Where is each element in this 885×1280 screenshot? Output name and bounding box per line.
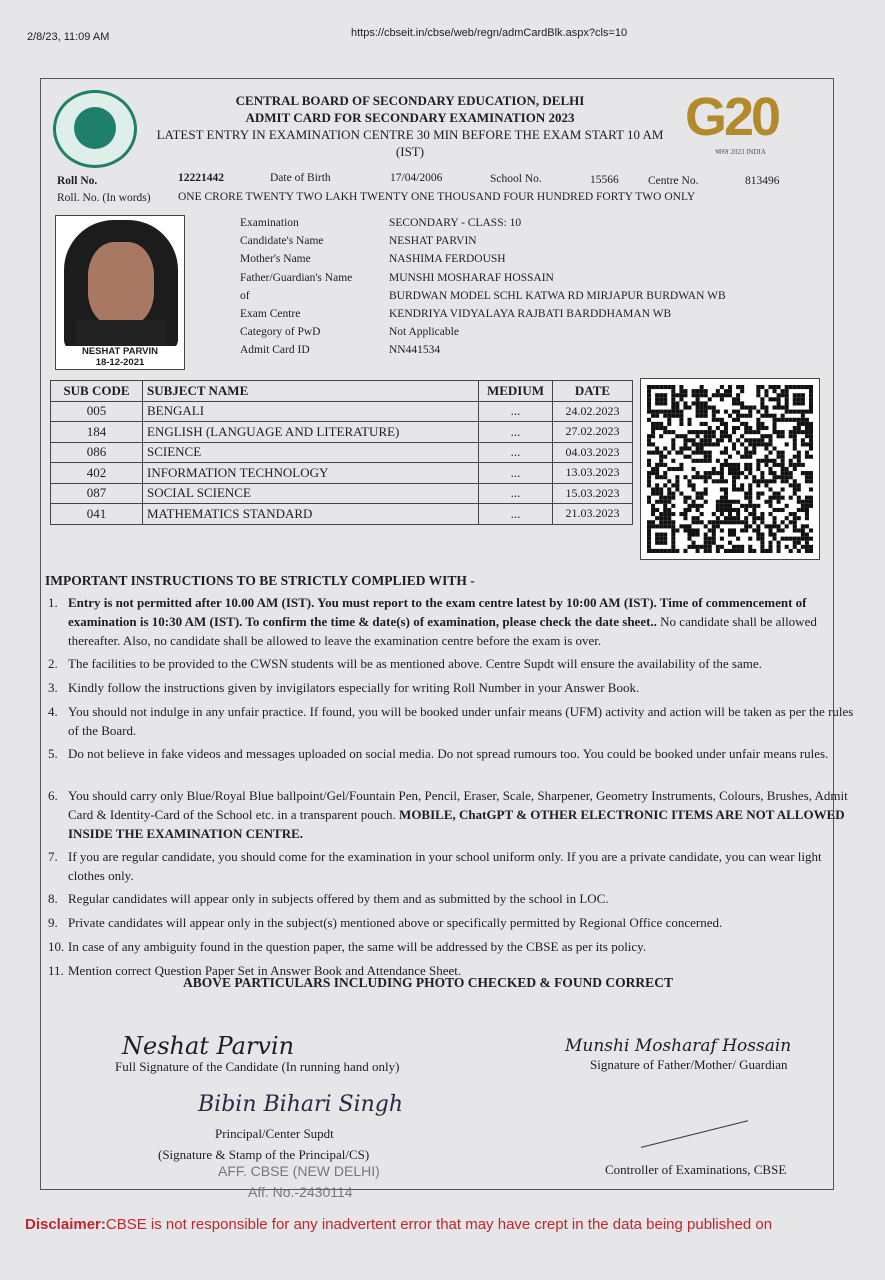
- table-cell: 041: [51, 504, 143, 525]
- photo-name: NESHAT PARVIN: [81, 346, 158, 357]
- table-cell: 086: [51, 442, 143, 463]
- table-row: [51, 422, 633, 443]
- confirmation-text: ABOVE PARTICULARS INCLUDING PHOTO CHECKED & FOUND CORRECT: [183, 975, 673, 990]
- table-cell: ENGLISH (LANGUAGE AND LITERATURE): [143, 422, 479, 443]
- detail-value: NESHAT PARVIN: [389, 235, 477, 248]
- school-stamp-line2: Aff. No.-2430114: [248, 1184, 353, 1200]
- instruction-item: [48, 937, 858, 956]
- board-name: CENTRAL BOARD OF SECONDARY EDUCATION, DELHI: [235, 93, 585, 108]
- instruction-item: [48, 889, 858, 908]
- detail-label: Candidate's Name: [240, 235, 324, 248]
- roll-number: 12221442: [178, 172, 224, 184]
- instruction-item: [48, 913, 858, 932]
- detail-label: Category of PwD: [240, 326, 321, 339]
- table-row: [51, 442, 633, 463]
- table-row: [51, 401, 633, 422]
- instruction-text: Do not believe in fake videos and messages uploaded on social media. Do not spread rumours too. You could be booked under unfair means rules.: [68, 746, 829, 761]
- table-cell: 15.03.2023: [553, 483, 633, 504]
- instruction-item: [48, 654, 858, 673]
- detail-value: SECONDARY - CLASS: 10: [389, 217, 522, 229]
- detail-value: NASHIMA FERDOUSH: [389, 253, 506, 266]
- table-cell: INFORMATION TECHNOLOGY: [143, 463, 479, 484]
- table-cell: ...: [479, 504, 553, 525]
- table-cell: SOCIAL SCIENCE: [143, 483, 479, 504]
- table-row: [51, 463, 633, 484]
- table-cell: ...: [479, 463, 553, 484]
- instruction-number: 7.: [48, 849, 58, 864]
- table-cell: 04.03.2023: [553, 442, 633, 463]
- instruction-item: [48, 786, 858, 843]
- table-cell: 005: [51, 401, 143, 422]
- centre-number: 813496: [745, 175, 780, 187]
- candidate-signature-label: Full Signature of the Candidate (In running hand only): [115, 1059, 400, 1074]
- subjects-table: [50, 380, 633, 525]
- instruction-number: 3.: [48, 680, 58, 695]
- instruction-text: In case of any ambiguity found in the question paper, the same will be addressed by the CBSE as per its policy.: [68, 939, 647, 954]
- detail-label: of: [240, 289, 250, 302]
- principal-stamp-label: (Signature & Stamp of the Principal/CS): [158, 1147, 370, 1162]
- instruction-bold: MOBILE, ChatGPT & OTHER ELECTRONIC ITEMS ARE NOT ALLOWED INSIDE THE EXAMINATION CENTRE.: [68, 807, 845, 841]
- guardian-signature: Munshi Mosharaf Hossain: [565, 1036, 792, 1056]
- detail-label: Admit Card ID: [240, 344, 310, 357]
- table-row: [51, 483, 633, 504]
- table-cell: 24.02.2023: [553, 401, 633, 422]
- guardian-signature-label: Signature of Father/Mother/ Guardian: [590, 1057, 788, 1072]
- instruction-number: 10.: [48, 939, 65, 954]
- disclaimer-prefix: Disclaimer:: [25, 1216, 106, 1233]
- instruction-text: No candidate shall be allowed thereafter. Also, no candidate shall be allowed to leave the examination centre before the exam is over.: [68, 614, 817, 648]
- instruction-item: [48, 702, 858, 740]
- detail-value: KENDRIYA VIDYALAYA RAJBATI BARDDHAMAN WB: [389, 308, 672, 320]
- instruction-item: [48, 744, 858, 763]
- entry-notice-tz: (IST): [395, 144, 425, 159]
- cbse-logo: [53, 90, 137, 168]
- print-url: https://cbseit.in/cbse/web/regn/admCardBlk.aspx?cls=10: [351, 27, 628, 39]
- controller-label: Controller of Examinations, CBSE: [605, 1162, 787, 1177]
- instruction-text: Regular candidates will appear only in subjects offered by them and as submitted by the school in LOC.: [68, 891, 609, 906]
- table-cell: ...: [479, 483, 553, 504]
- table-cell: 27.02.2023: [553, 422, 633, 443]
- table-cell: SCIENCE: [143, 442, 479, 463]
- instruction-number: 5.: [48, 746, 58, 761]
- instruction-item: [48, 678, 858, 697]
- table-cell: 13.03.2023: [553, 463, 633, 484]
- detail-label: Father/Guardian's Name: [240, 271, 353, 284]
- g20-logo: G20: [685, 87, 779, 147]
- instruction-text: The facilities to be provided to the CWSN students will be as mentioned above. Centre Supdt will ensure the availability of the same.: [68, 656, 762, 671]
- instruction-item: [48, 847, 858, 885]
- principal-label: Principal/Center Supdt: [215, 1126, 334, 1141]
- detail-label: Examination: [240, 217, 299, 229]
- instruction-number: 8.: [48, 891, 58, 906]
- column-header: SUB CODE: [51, 381, 143, 402]
- print-timestamp: 2/8/23, 11:09 AM: [27, 31, 110, 43]
- table-cell: ...: [479, 442, 553, 463]
- candidate-photo: [55, 215, 185, 370]
- table-row: [51, 504, 633, 525]
- detail-value: NN441534: [389, 344, 441, 357]
- instruction-number: 9.: [48, 915, 58, 930]
- instruction-text: If you are regular candidate, you should come for the examination in your school uniform only. If you are a private candidate, you can wear light clothes only.: [68, 849, 822, 883]
- school-stamp-line1: AFF. CBSE (NEW DELHI): [218, 1163, 380, 1179]
- column-header: SUBJECT NAME: [143, 381, 479, 402]
- column-header: DATE: [553, 381, 633, 402]
- card-title: ADMIT CARD FOR SECONDARY EXAMINATION 2023: [245, 110, 575, 125]
- instruction-text: You should carry only Blue/Royal Blue ballpoint/Gel/Fountain Pen, Pencil, Eraser, Scale, Sharpener, Geometry Instruments, Colours, Brushes, Admit Card & Identity-Card of the School etc. in a transparent pouch.: [68, 788, 848, 822]
- disclaimer: [25, 1216, 772, 1233]
- qr-code: [640, 378, 820, 560]
- table-cell: ...: [479, 401, 553, 422]
- table-cell: 087: [51, 483, 143, 504]
- table-header: [51, 381, 633, 402]
- dob: 17/04/2006: [390, 172, 443, 184]
- roll-words-label: Roll. No. (In words): [57, 192, 151, 204]
- instruction-text: Private candidates will appear only in the subject(s) mentioned above or specifically permitted by Regional Office concerned.: [68, 915, 723, 930]
- principal-signature: Bibin Bihari Singh: [198, 1092, 404, 1117]
- instruction-number: 2.: [48, 656, 58, 671]
- instruction-number: 4.: [48, 704, 58, 719]
- header: [140, 92, 680, 160]
- detail-label: Exam Centre: [240, 308, 301, 320]
- centre-label: Centre No.: [648, 175, 699, 187]
- instruction-text: You should not indulge in any unfair practice. If found, you will be booked under unfair means (UFM) activity and action will be taken as per the rules of the Board.: [68, 704, 854, 738]
- table-cell: MATHEMATICS STANDARD: [143, 504, 479, 525]
- disclaimer-text: CBSE is not responsible for any inadvertent error that may have crept in the data being published on: [105, 1216, 773, 1233]
- table-cell: 402: [51, 463, 143, 484]
- instruction-number: 1.: [48, 595, 58, 610]
- dob-label: Date of Birth: [270, 172, 331, 184]
- table-cell: ...: [479, 422, 553, 443]
- instruction-text: Mention correct Question Paper Set in Answer Book and Attendance Sheet.: [68, 963, 462, 978]
- detail-label: Mother's Name: [240, 253, 311, 266]
- table-cell: 184: [51, 422, 143, 443]
- instruction-text: Kindly follow the instructions given by invigilators especially for writing Roll Number in your Answer Book.: [68, 680, 640, 695]
- instruction-number: 6.: [48, 788, 58, 803]
- detail-value: Not Applicable: [389, 326, 459, 339]
- school-label: School No.: [490, 173, 542, 185]
- detail-value: BURDWAN MODEL SCHL KATWA RD MIRJAPUR BURDWAN WB: [389, 289, 726, 302]
- table-cell: BENGALI: [143, 401, 479, 422]
- roll-words: ONE CRORE TWENTY TWO LAKH TWENTY ONE THOUSAND FOUR HUNDRED FORTY TWO ONLY: [178, 191, 696, 203]
- photo-date: 18-12-2021: [95, 357, 145, 368]
- school-number: 15566: [590, 174, 619, 186]
- g20-logo-sub: भारत 2023 INDIA: [715, 148, 766, 156]
- table-cell: 21.03.2023: [553, 504, 633, 525]
- roll-label: Roll No.: [57, 175, 98, 187]
- column-header: MEDIUM: [479, 381, 553, 402]
- instruction-number: 11.: [48, 963, 64, 978]
- detail-value: MUNSHI MOSHARAF HOSSAIN: [389, 271, 554, 284]
- instruction-item: [48, 593, 858, 650]
- instructions-title: IMPORTANT INSTRUCTIONS TO BE STRICTLY COMPLIED WITH -: [45, 573, 475, 588]
- instruction-bold: Entry is not permitted after 10.00 AM (IST). You must report to the exam centre latest by 10:00 AM (IST). Time of commencement of examination is 10:30 AM (IST). To confirm the time & date(s) of examination, please check the date sheet..: [68, 595, 807, 629]
- candidate-signature: Neshat Parvin: [122, 1032, 295, 1060]
- entry-notice: LATEST ENTRY IN EXAMINATION CENTRE 30 MIN BEFORE THE EXAM START 10 AM: [156, 127, 664, 142]
